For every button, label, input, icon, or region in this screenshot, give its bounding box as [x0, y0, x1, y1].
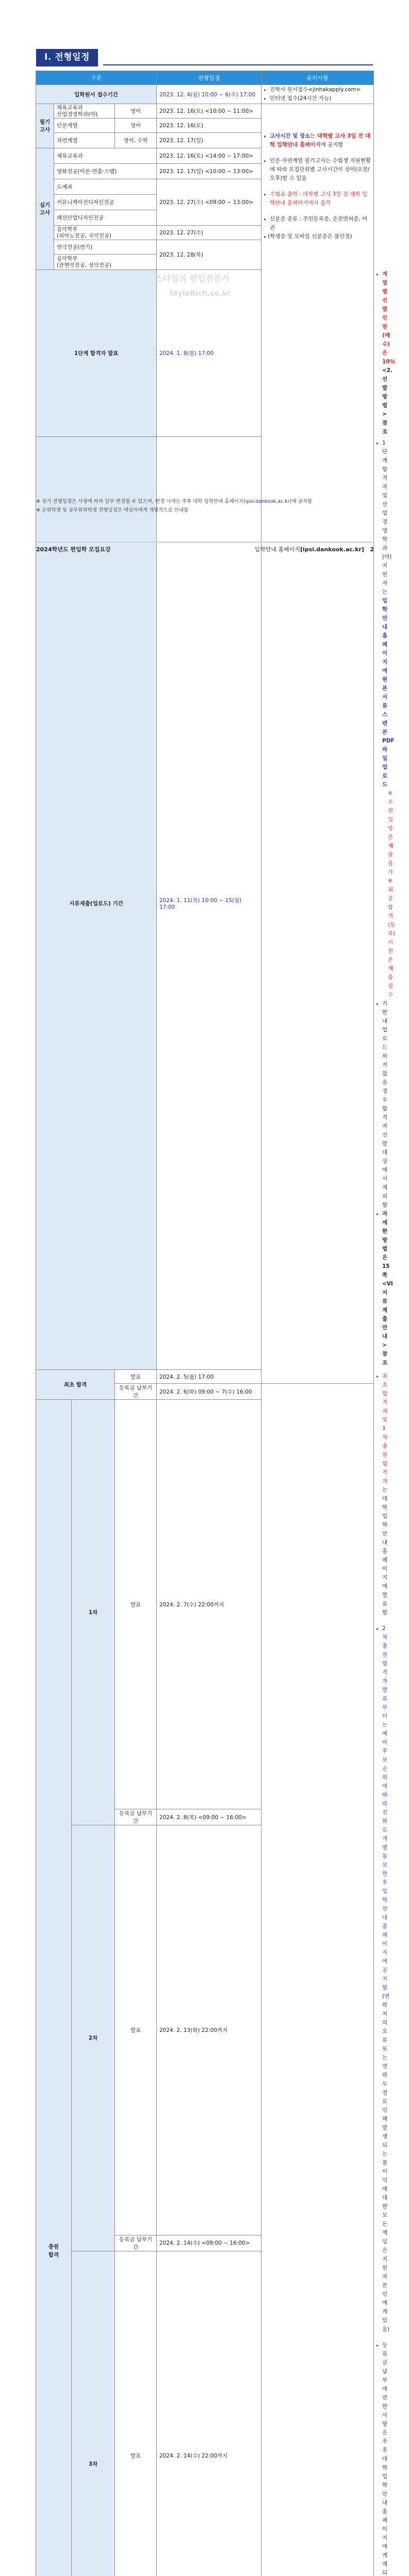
note-item: ▸ 2차 충원합격자 발표부터는 예비후보 순위에 따라 전화로 개별 통보한 후 입학안내 홈페이지에 공지함	[377, 1624, 382, 1992]
docs-date: 2024. 1. 11(목) 10:00 ~ 15(월) 17:00	[157, 437, 261, 1370]
header-category: 구분	[36, 71, 157, 85]
header-notes: 유의사항	[261, 71, 374, 85]
note-item: ▸ 고사시간 및 장소는 대학별 고사 3일 전 대학 입학안내 홈페이지에 공지함	[264, 132, 371, 149]
note-item: ▸ 1단계 합격자 및 산업경영학과(야) 지원자는 입학안내 홈페이지에 원본서류 스캔본 PDF파일 업로드	[377, 439, 382, 789]
written-label: 필기 고사	[36, 104, 54, 148]
watermark-url: StyleRich.co.kr	[169, 290, 231, 298]
note-item: ▸ 진학사 원서접수<jinhakapply.com>	[264, 86, 371, 94]
round-label: 3차	[72, 2251, 115, 2576]
date-cell: 2024. 2. 7(수) 22:00까지	[157, 1400, 261, 1809]
table-row	[36, 1400, 374, 1809]
first-date: 2024. 1. 8(월) 17:00	[157, 270, 261, 437]
subject-cell: 영어	[115, 104, 157, 118]
title-rule	[103, 64, 373, 65]
note-item: ▸ 자세한 방법은 15쪽 <VI 서류제출 안내> 참조	[377, 1210, 382, 1367]
item-cell: 발표	[115, 2251, 157, 2576]
dept-cell: 커뮤니케이션디자인전공	[54, 195, 157, 210]
note-sub: ※ 최종합격(등록) 시 원본 제출 필수	[377, 877, 388, 999]
note-item: ▸ 인문·자연계열 필기고사는 수험생 지원현황에 따라 모집단위별 고사시간이 상이(오전/오후)할 수 있음	[264, 157, 371, 183]
note-item: ▸ 최초합격자 및 1차 충원합격자는 대학 입학안내 홈페이지에 발표함	[377, 1372, 382, 1617]
dept-cell: 음악학부 (피아노전공, 국악전공)	[54, 226, 157, 240]
item-cell: 발표	[115, 1400, 157, 1809]
dept-cell: 연극전공(연기)	[54, 240, 157, 255]
page-number: 2	[370, 546, 374, 553]
title-underline	[36, 65, 98, 66]
footnote-2: ※ 군위탁생 및 공무원위탁생 전형일정은 대상자에게 개별적으로 안내함	[36, 506, 188, 513]
dept-cell: 도예과	[54, 179, 157, 195]
note-sub: ※ 우편 및 방문제출 불가	[377, 789, 388, 877]
table-header-row	[36, 71, 374, 85]
docs-label: 서류제출(업로드) 기간	[36, 437, 157, 1370]
note-item: ▸ 수험표 출력 : 대학별 고사 3일 전 대학 입학안내 홈페이지에서 출력	[264, 190, 371, 208]
date-cell: 2023. 12. 16(토)	[157, 118, 261, 133]
header-schedule: 전형일정	[157, 71, 261, 85]
first-label: 1단계 합격자 발표	[36, 270, 157, 437]
item-cell: 발표	[115, 1370, 157, 1384]
dept-cell: 체육교육과 산업경영학과(야)	[54, 104, 115, 118]
item-cell: 발표	[115, 1825, 157, 2235]
section-title: I. 전형일정	[36, 49, 98, 65]
practical-label: 실기 고사	[36, 148, 54, 270]
note-sub: (연락처의 오류 또는 연락두절로 인해 발생되는 불이익에 대한 모든 책임은 지원자 본인에게 있음)	[377, 1992, 382, 2334]
date-cell: 2023. 12. 16(토) <14:00 ~ 17:00>	[157, 148, 261, 164]
note-item: ▸ 계열별 선발인원(배수)은 10％ <2. 선발방법> 참조	[377, 270, 382, 436]
subject-cell: 영어	[115, 118, 157, 133]
table-row	[36, 104, 374, 118]
note-item: ▸ 인터넷 접수(24시간 가능)	[264, 94, 371, 103]
exam-notes	[261, 104, 374, 1384]
date-cell: 2024. 2. 14(수) 22:00까지	[157, 2251, 261, 2576]
dept-cell: 음악학부 (관현악전공, 성악전공)	[54, 255, 157, 270]
footer-title: 2024학년도 편입학 모집요강	[36, 545, 111, 553]
note-item: ▸ 신분증 종류 : 주민등록증, 운전면허증, 여권	[264, 215, 371, 232]
note-item: ▸ 등록금 납부에 관한 사항은 추후 대학 입학 안내 홈페이지에 게재되	[377, 2341, 382, 2576]
watermark: 스타일의 편입전문가	[155, 272, 230, 284]
date-cell: 2023. 12. 27(수)	[157, 226, 261, 240]
date-cell: 2023. 12. 17(일)	[157, 133, 261, 148]
footnote-1: ※ 상기 전형일정은 사정에 따라 일부 변경될 수 있으며, 변경 시에는 추후 대학 입학안내 홈페이지(ipsi.dankook.ac.kr)에 공지함	[36, 497, 312, 504]
schedule-table	[36, 71, 374, 2576]
item-cell: 등록금 납부기간	[115, 1384, 157, 1400]
apply-date: 2023. 12. 4(월) 10:00 ~ 6(수) 17:00	[157, 85, 261, 104]
date-cell: 2024. 2. 13(화) 22:00까지	[157, 1825, 261, 2235]
date-cell: 2023. 12. 27(수) <09:00 ~ 13:00>	[157, 179, 261, 226]
apply-label: 입학원서 접수기간	[36, 85, 157, 104]
date-cell: 2024. 2. 8(목) <09:00 ~ 16:00>	[157, 1809, 261, 1825]
round-label: 2차	[72, 1825, 115, 2251]
dept-cell: 체육교육과	[54, 148, 157, 164]
waitlist-label: 충원 합격	[36, 1400, 72, 2576]
table-row	[36, 2251, 374, 2576]
date-cell: 2023. 12. 16(토) <10:00 ~ 11:00>	[157, 104, 261, 118]
note-item: ▸ (학생증 및 모바일 신분증은 불인정)	[264, 232, 371, 241]
table-row	[36, 85, 374, 104]
item-cell: 등록금 납부기간	[115, 1809, 157, 1825]
note-item: ▸ 기한 내 업로드하지 않을 경우 합격자 선발대상에서 제외함	[377, 999, 382, 1210]
footer-page-info: 입학안내 홈페이지[ipsi.dankook.ac.kr] 2	[255, 545, 374, 553]
dept-cell: 인문계열	[54, 118, 115, 133]
item-cell: 등록금 납부기간	[115, 2235, 157, 2251]
date-cell: 2024. 2. 6(화) 09:00 ~ 7(수) 16:00	[157, 1384, 261, 1400]
apply-notes	[261, 85, 374, 104]
date-cell: 2023. 12. 28(목)	[157, 240, 261, 270]
dept-cell: 자연계열	[54, 133, 115, 148]
dept-cell: 영화전공(이론·연출·스탭)	[54, 164, 157, 179]
date-cell: 2023. 12. 17(일) <10:00 ~ 13:00>	[157, 164, 261, 179]
subject-cell: 영어, 수학	[115, 133, 157, 148]
final-label: 최초 합격	[36, 1370, 115, 1400]
table-row	[36, 1825, 374, 2235]
date-cell: 2024. 2. 5(월) 17:00	[157, 1370, 261, 1384]
footer-rule	[36, 541, 374, 543]
round-label: 1차	[72, 1400, 115, 1825]
date-cell: 2024. 2. 14(수) <09:00 ~ 16:00>	[157, 2235, 261, 2251]
dept-cell: 패션산업디자인전공	[54, 210, 157, 226]
